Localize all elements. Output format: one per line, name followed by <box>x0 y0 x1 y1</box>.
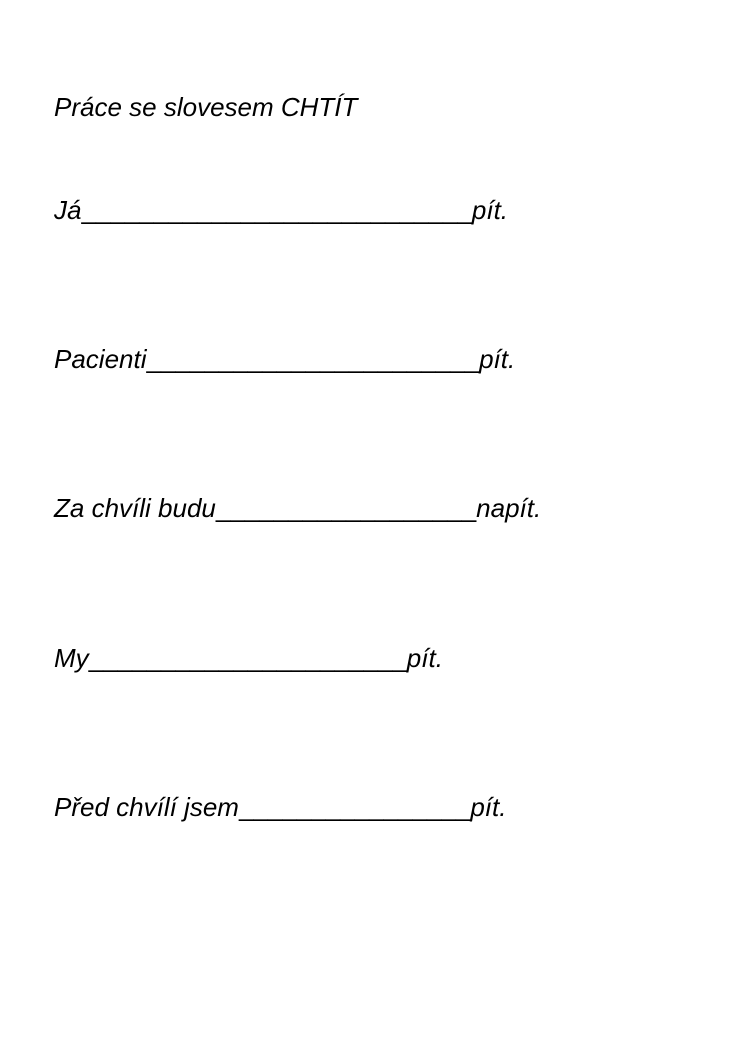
exercise-prefix: Já <box>54 195 82 225</box>
exercise-suffix: pít. <box>406 643 443 673</box>
exercise-prefix: Pacienti <box>54 344 147 374</box>
exercise-suffix: pít. <box>479 344 516 374</box>
exercise-prefix: Před chvílí jsem <box>54 792 239 822</box>
exercise-prefix: My <box>54 643 89 673</box>
exercise-line <box>54 195 508 226</box>
answer-blank[interactable]: ___________________________ <box>81 195 472 225</box>
exercise-line <box>54 344 515 375</box>
exercise-line <box>54 493 541 524</box>
answer-blank[interactable]: _______________________ <box>146 344 480 374</box>
exercise-suffix: napít. <box>476 493 542 523</box>
answer-blank[interactable]: __________________ <box>215 493 477 523</box>
exercise-line <box>54 792 506 823</box>
exercise-suffix: pít. <box>471 195 509 225</box>
exercise-suffix: pít. <box>470 792 507 822</box>
exercise-prefix: Za chvíli budu <box>54 493 216 523</box>
answer-blank[interactable]: ______________________ <box>88 643 407 673</box>
worksheet-title: Práce se slovesem CHTÍT <box>54 92 358 122</box>
answer-blank[interactable]: ________________ <box>238 792 471 822</box>
exercise-line <box>54 643 443 674</box>
